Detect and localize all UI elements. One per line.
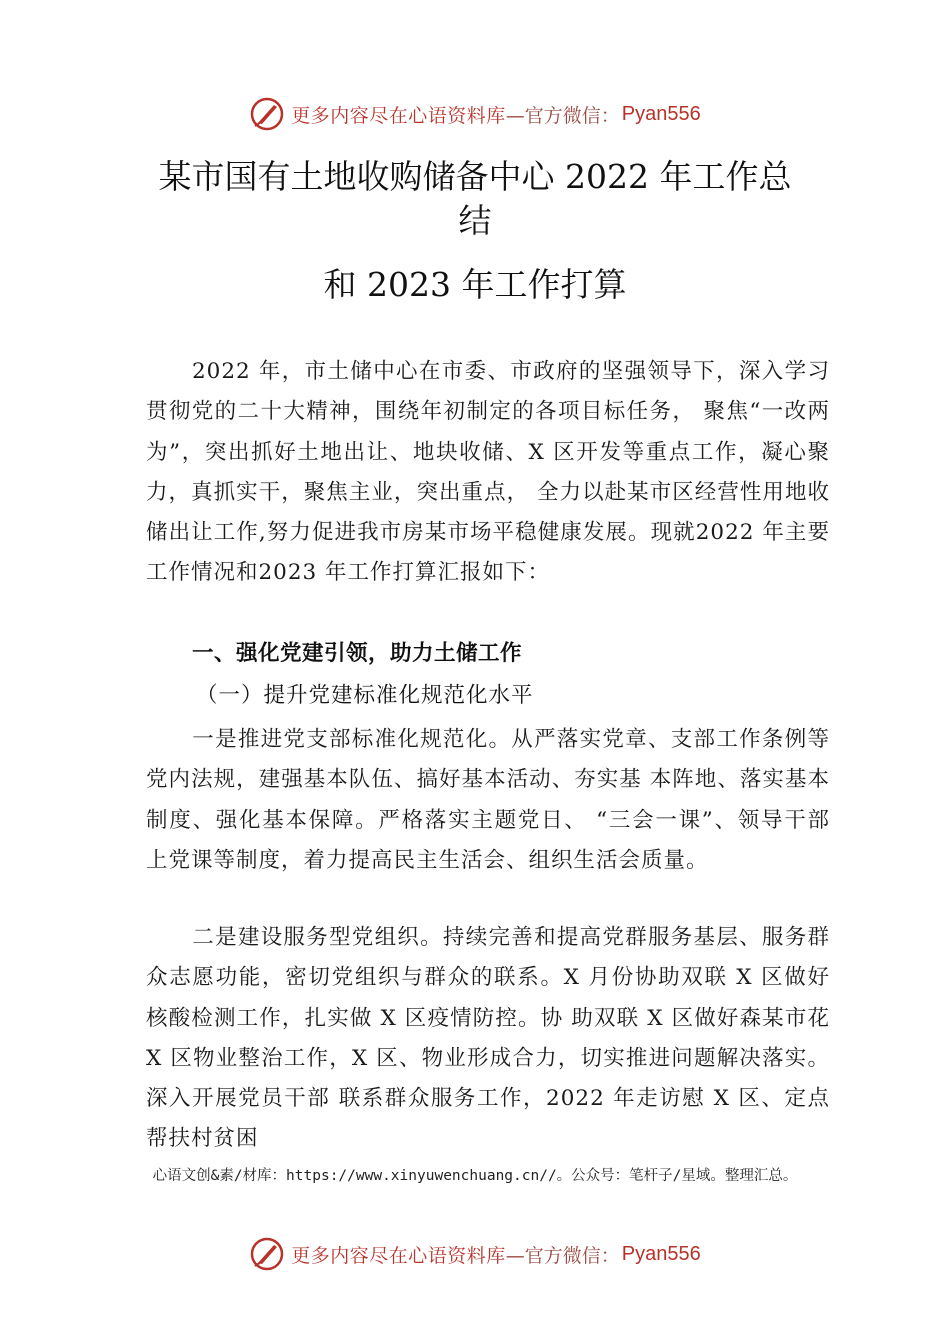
intro-paragraph: 2022 年，市土储中心在市委、市政府的坚强领导下，深入学习贯彻党的二十大精神，围绕年初制定的各项目标任务， 聚焦“一改两为”，突出抓好土地出让、地块收储、X 区开发等重点工作，凝心聚力，真抓实干，聚焦主业，突出重点， 全力以赴某市区经营性用地收储出让工作,努力促进我市房某市场平稳健康发展。现就2022 年主要工作情况和2023 年工作打算汇报如下： [146, 359, 830, 586]
point-1-paragraph: 一是推进党支部标准化规范化。从严落实党章、支部工作条例等党内法规，建强基本队伍、搞好基本活动、夯实基 本阵地、落实基本制度、强化基本保障。严格落实主题党日、 “三会一课”、领导干部上党课等制度，着力提高民主生活会、组织生活会质量。 [146, 727, 830, 873]
banner-text: 更多内容尽在心语资料库 [291, 1244, 506, 1267]
banner-wechat-id: Pyan556 [621, 1242, 701, 1265]
banner-text: 更多内容尽在心语资料库 [291, 104, 506, 127]
top-watermark-banner [0, 94, 950, 134]
section-heading: 一、强化党建引领，助力土储工作 [192, 641, 523, 666]
footer-source-line: 心语文创&素/材库：https://www.xinyuwenchuang.cn//。公众号：笔杆子/星域。整理汇总。 [152, 1168, 798, 1184]
point-2-paragraph: 二是建设服务型党组织。持续完善和提高党群服务基层、服务群众志愿功能，密切党组织与群众的联系。X 月份协助双联 X 区做好核酸检测工作，扎实做 X 区疫情防控。协 助双联 X 区做好森某市花 X 区物业整治工作，X 区、物业形成合力，切实推进问题解决落实。深入开展党员干部 联系群众服务工作，2022 年走访慰 X 区、定点帮扶村贫困 [146, 925, 830, 1152]
banner-separator: —官方微信： [505, 104, 620, 127]
document-title-line-3: 和 2023 年工作打算 [323, 265, 627, 304]
quill-logo-icon [249, 96, 285, 132]
banner-separator: —官方微信： [505, 1244, 620, 1267]
document-title-line-2: 结 [458, 201, 492, 240]
quill-logo-icon [249, 1236, 285, 1272]
document-title-line-1: 某市国有土地收购储备中心 2022 年工作总 [158, 157, 792, 196]
subsection-heading: （一）提升党建标准化规范化水平 [196, 683, 534, 708]
bottom-watermark-banner [0, 1234, 950, 1274]
banner-wechat-id: Pyan556 [621, 102, 701, 125]
